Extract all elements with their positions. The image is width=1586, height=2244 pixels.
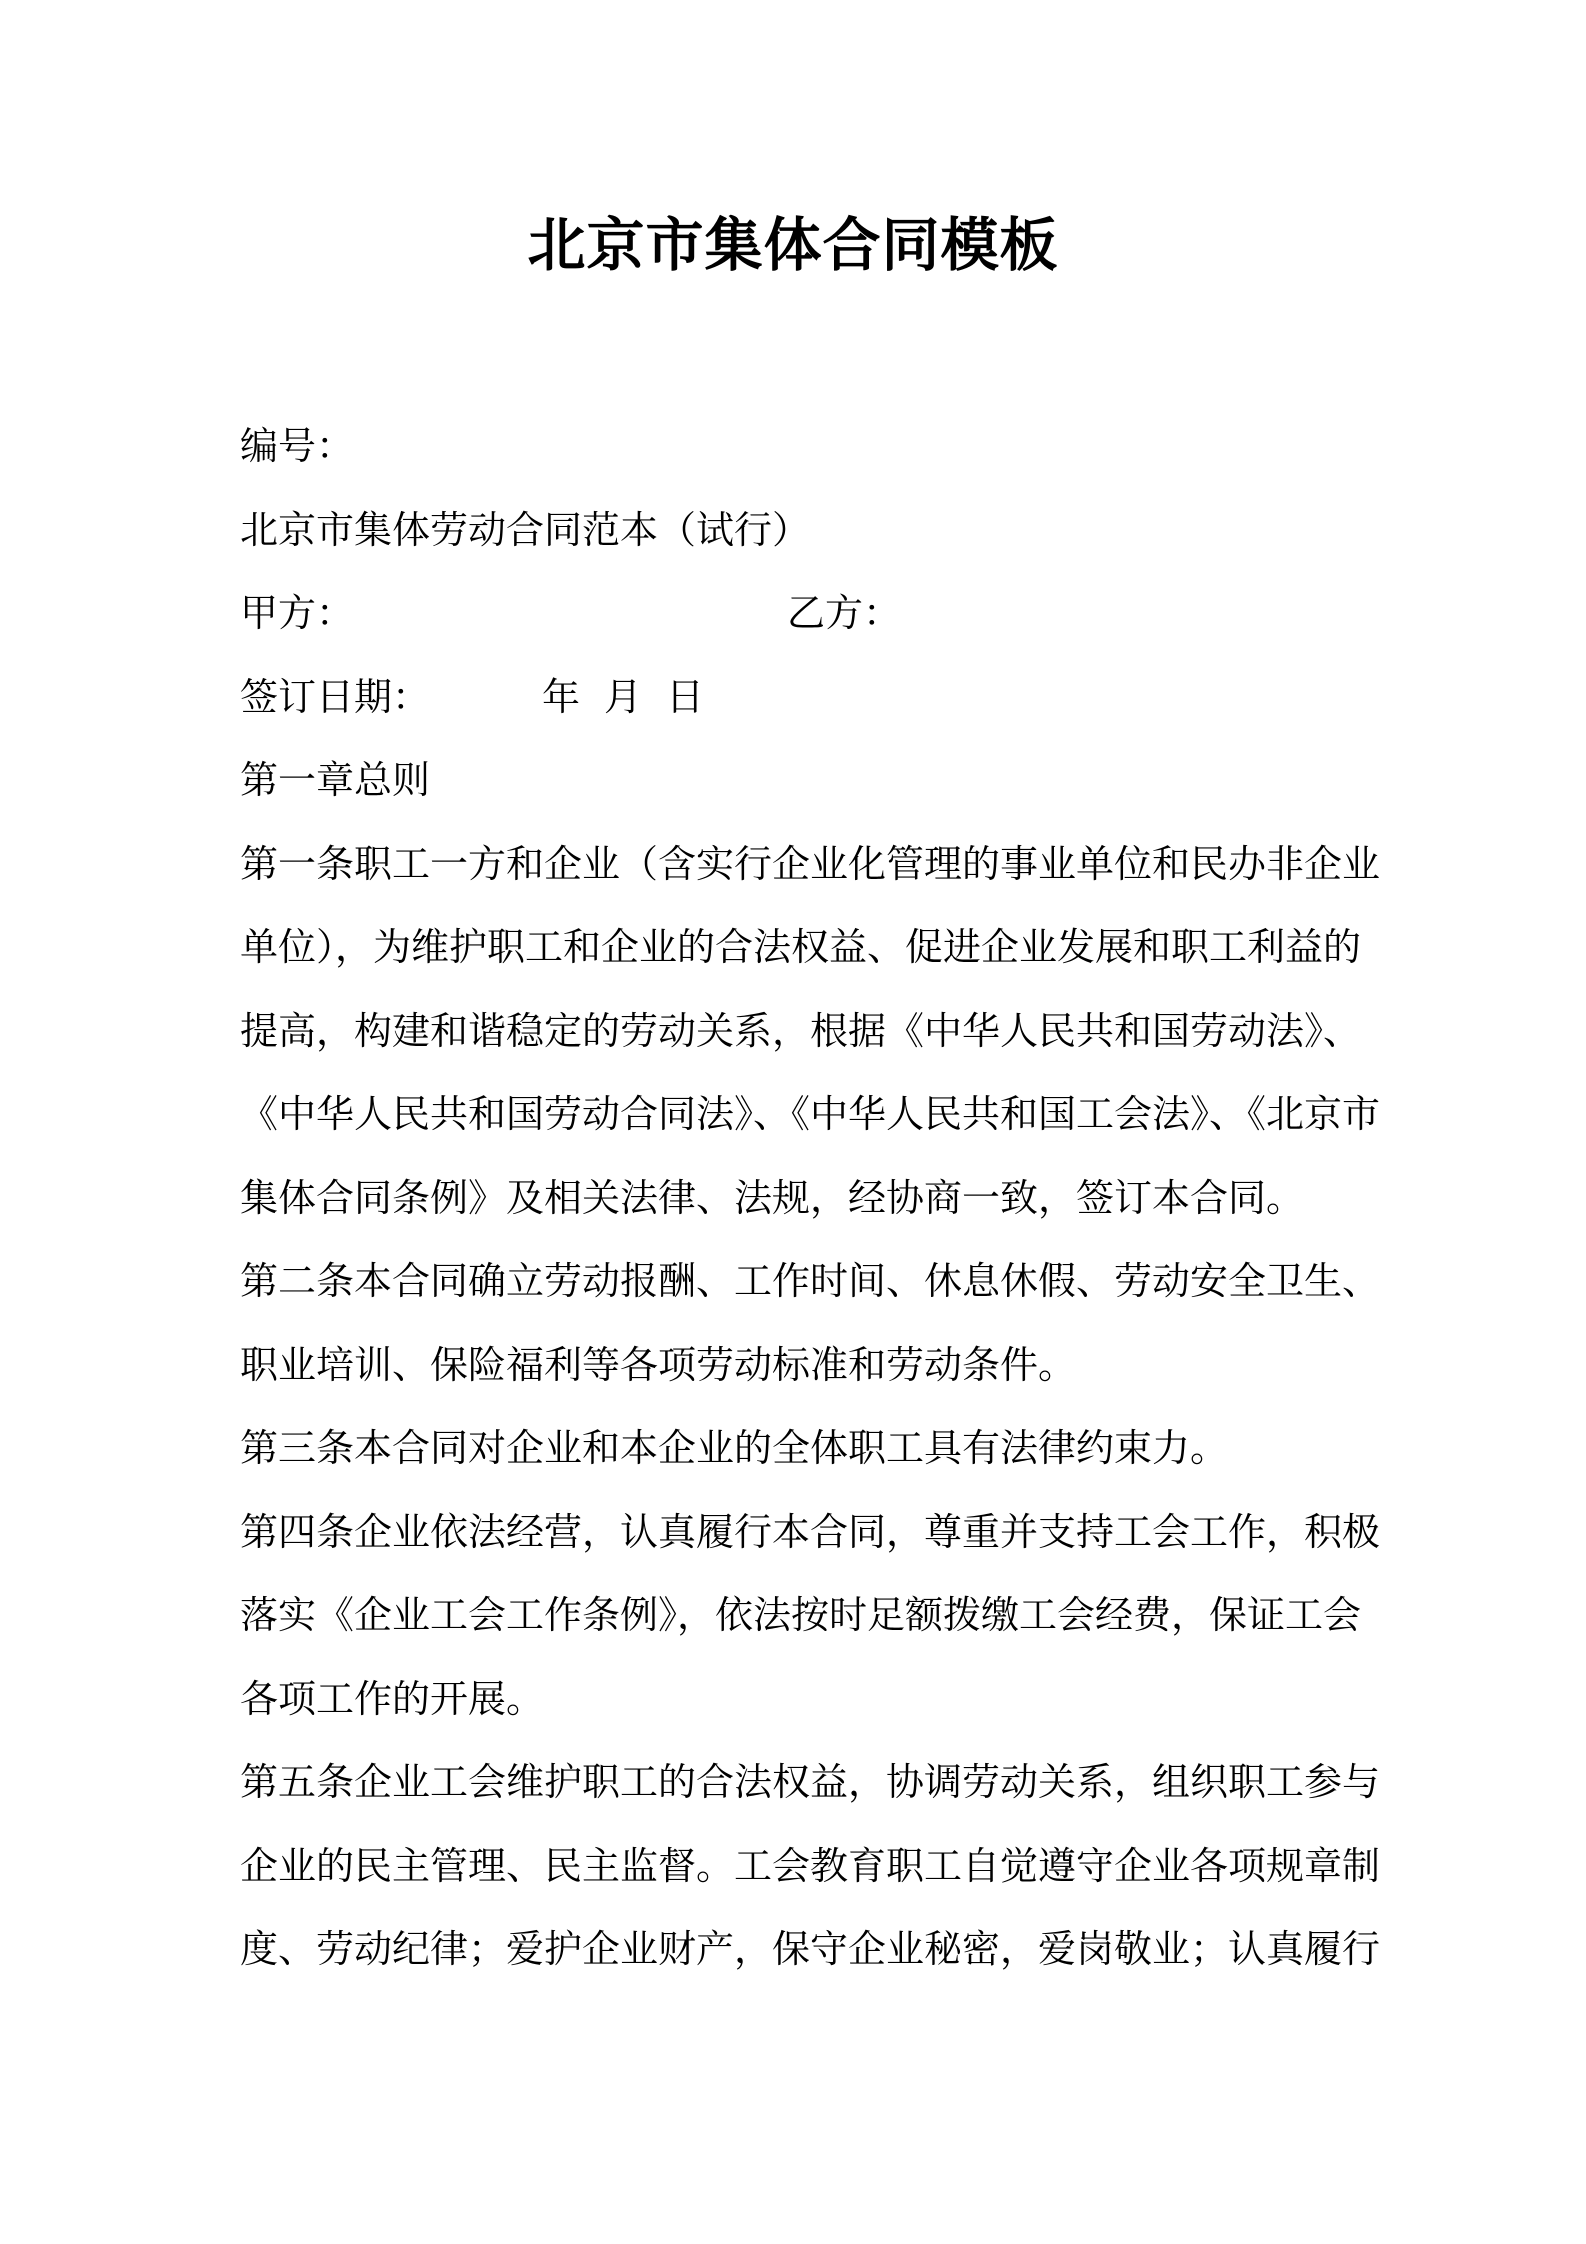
chapter-heading: 第一章总则 xyxy=(240,758,431,802)
article-line: 第三条本合同对企业和本企业的全体职工具有法律约束力。 xyxy=(240,1426,1229,1470)
article-5 xyxy=(240,1741,1381,1992)
sign-date-label: 签订日期： xyxy=(240,674,431,719)
document-subtitle: 北京市集体劳动合同范本（试行） xyxy=(240,507,811,552)
article-line: 企业的民主管理、民主监督。工会教育职工自觉遵守企业各项规章制 xyxy=(240,1843,1381,1888)
article-line: 第五条企业工会维护职工的合法权益，协调劳动关系，组织职工参与 xyxy=(240,1760,1381,1804)
article-line: 落实《企业工会工作条例》，依法按时足额拨缴工会经费，保证工会 xyxy=(240,1593,1362,1637)
party-b-label: 乙方： xyxy=(787,591,902,635)
article-line: 第一条职工一方和企业（含实行企业化管理的事业单位和民办非企业 xyxy=(240,841,1381,886)
article-3 xyxy=(240,1407,1355,1491)
article-4 xyxy=(240,1491,1381,1742)
party-a-label: 甲方： xyxy=(240,591,355,635)
article-line: 《中华人民共和国劳动合同法》、《中华人民共和国工会法》、《北京市 xyxy=(240,1092,1381,1136)
article-1 xyxy=(240,823,1381,1241)
article-line: 第四条企业依法经营，认真履行本合同，尊重并支持工会工作，积极 xyxy=(240,1509,1381,1554)
article-line: 度、劳动纪律；爱护企业财产，保守企业秘密，爱岗敬业；认真履行 xyxy=(240,1927,1381,1971)
party-row xyxy=(240,572,1355,656)
date-year: 年 xyxy=(542,674,581,719)
document-title: 北京市集体合同模板 xyxy=(527,211,1059,279)
article-line: 各项工作的开展。 xyxy=(240,1676,545,1721)
article-line: 提高，构建和谐稳定的劳动关系，根据《中华人民共和国劳动法》、 xyxy=(240,1008,1362,1053)
article-line: 集体合同条例》及相关法律、法规，经协商一致，签订本合同。 xyxy=(240,1175,1305,1220)
article-line: 第二条本合同确立劳动报酬、工作时间、休息休假、劳动安全卫生、 xyxy=(240,1259,1381,1303)
article-line: 职业培训、保险福利等各项劳动标准和劳动条件。 xyxy=(240,1342,1077,1387)
date-day: 日 xyxy=(666,674,705,719)
article-2 xyxy=(240,1240,1381,1407)
article-line: 单位），为维护职工和企业的合法权益、促进企业发展和职工利益的 xyxy=(240,925,1362,969)
sign-date-row xyxy=(240,656,1355,740)
date-month: 月 xyxy=(604,674,643,719)
number-label: 编号： xyxy=(240,424,355,468)
document-body xyxy=(240,405,1381,1992)
